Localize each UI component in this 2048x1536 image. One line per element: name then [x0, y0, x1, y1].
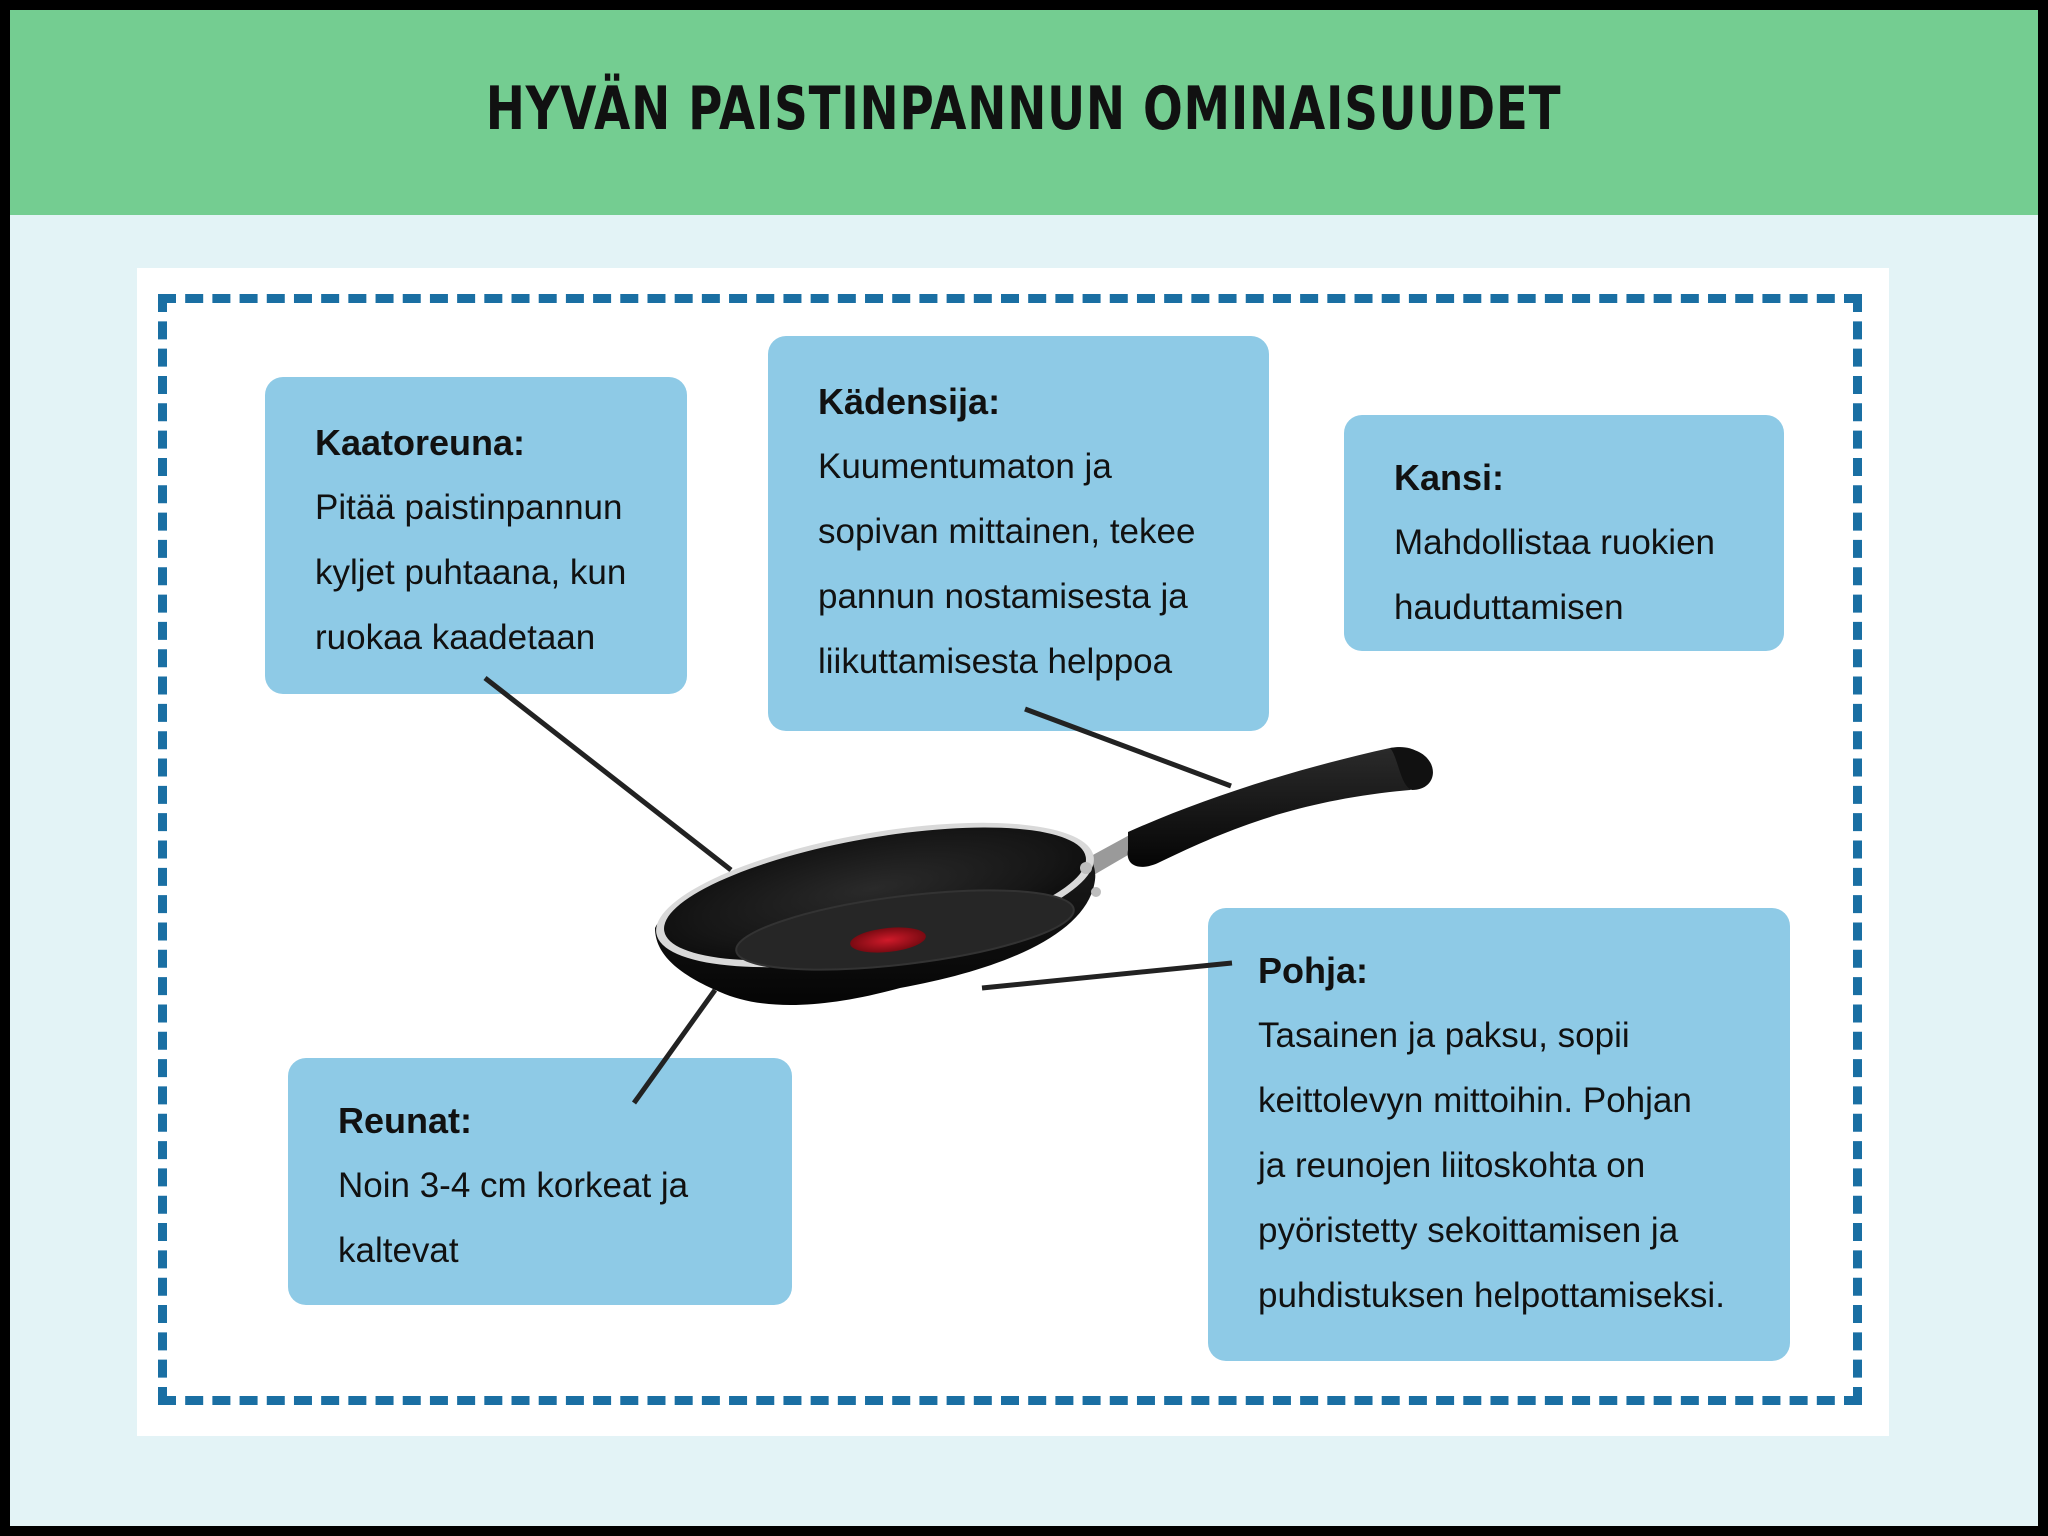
callout-line: hauduttamisen	[1394, 588, 1624, 627]
callout-title: Kädensija:	[818, 381, 1001, 422]
callout-line: kyljet puhtaana, kun	[315, 553, 627, 592]
callout-line: pyöristetty sekoittamisen ja	[1258, 1211, 1679, 1250]
callout-text	[338, 1153, 772, 1283]
page-title: HYVÄN PAISTINPANNUN OMINAISUUDET	[486, 73, 1562, 144]
callout-line: sopivan mittainen, tekee	[818, 512, 1196, 551]
callout-text	[315, 475, 667, 670]
callout-text	[818, 434, 1249, 694]
header-banner	[10, 10, 2038, 215]
callout-line: puhdistuksen helpottamiseksi.	[1258, 1276, 1725, 1315]
callout-line: pannun nostamisesta ja	[818, 577, 1188, 616]
callout-line: Tasainen ja paksu, sopii	[1258, 1016, 1630, 1055]
callout-title: Pohja:	[1258, 950, 1369, 991]
callout-line: keittolevyn mittoihin. Pohjan	[1258, 1081, 1692, 1120]
callout-line: liikuttamisesta helppoa	[818, 642, 1173, 681]
callout-title: Kansi:	[1394, 457, 1505, 498]
callout-kaatoreuna	[265, 377, 687, 694]
callout-line: Kuumentumaton ja	[818, 447, 1112, 486]
callout-line: kaltevat	[338, 1231, 459, 1270]
callout-title: Reunat:	[338, 1100, 472, 1141]
callout-pohja	[1208, 908, 1790, 1361]
callout-reunat	[288, 1058, 792, 1305]
callout-kadensija	[768, 336, 1269, 731]
callout-line: Pitää paistinpannun	[315, 488, 623, 527]
callout-line: Mahdollistaa ruokien	[1394, 523, 1716, 562]
callout-line: ruokaa kaadetaan	[315, 618, 596, 657]
callout-text	[1258, 1003, 1770, 1328]
callout-line: ja reunojen liitoskohta on	[1258, 1146, 1646, 1185]
callout-title: Kaatoreuna:	[315, 422, 526, 463]
callout-kansi	[1344, 415, 1784, 651]
callout-text	[1394, 510, 1764, 640]
callout-line: Noin 3-4 cm korkeat ja	[338, 1166, 689, 1205]
